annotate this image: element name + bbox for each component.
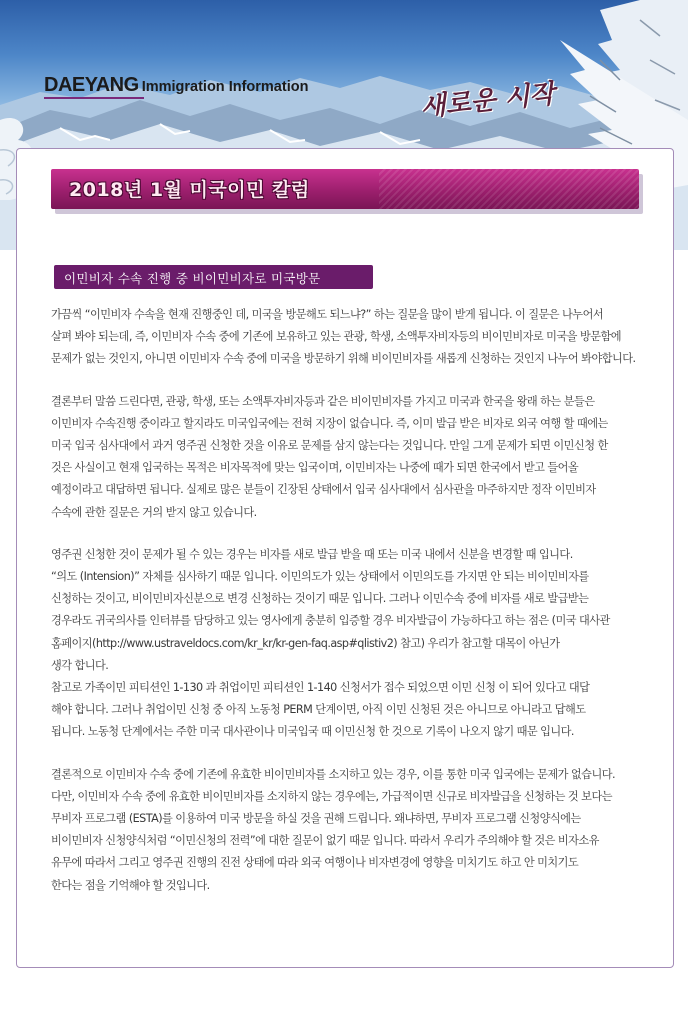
article-title: 2018년 1월 미국이민 칼럼 — [69, 179, 310, 201]
text-line: 홈페이지(http://www.ustraveldocs.com/kr_kr/kr-gen-faq.asp#qlistiv2) 참고) 우리가 참고할 대목이 아닌가 — [51, 636, 560, 650]
text-line: 유무에 따라서 그리고 영주권 진행의 진전 상태에 따라 외국 여행이나 비자변경에 영향을 미치기도 하고 안 미치기도 — [51, 856, 579, 870]
text-line: 해야 합니다. 그러나 취업이민 신청 중 아직 노동청 PERM 단계이면, 아직 이민 신청된 것은 아니므로 아니라고 답해도 — [51, 703, 586, 717]
title-bar-stripes — [379, 169, 639, 209]
text-line: 미국 입국 심사대에서 과거 영주권 신청한 것을 이유로 문제를 삼지 않는다는 것입니다. 만일 그게 문제가 되면 이민신청 한 — [51, 439, 608, 453]
slogan-calligraphy: 새로운 시작 — [419, 79, 557, 123]
text-line: 신청하는 것이고, 비이민비자신분으로 변경 신청하는 것이기 때문 입니다. 그러나 이민수속 중에 비자를 새로 발급받는 — [51, 592, 589, 606]
text-line: 결론부터 말씀 드린다면, 관광, 학생, 또는 소액투자비자등과 같은 비이민비자를 가지고 미국과 한국을 왕래 하는 분들은 — [51, 394, 595, 408]
content-panel — [16, 148, 674, 968]
text-line: 참고로 가족이민 피티션인 1-130 과 취업이민 피티션인 1-140 신청서가 접수 되었으면 이민 신청 이 되어 있다고 대답 — [51, 681, 590, 695]
text-line: 영주권 신청한 것이 문제가 될 수 있는 경우는 비자를 새로 발급 받을 때 또는 미국 내에서 신분을 변경할 때 입니다. — [51, 547, 573, 561]
article-subtitle: 이민비자 수속 진행 중 비이민비자로 미국방문 — [64, 271, 321, 286]
text-line: 이민비자 수속진행 중이라고 할지라도 미국입국에는 전혀 지장이 없습니다. 즉, 이미 발급 받은 비자로 외국 여행 할 때에는 — [51, 416, 608, 430]
text-line: 문제가 없는 것인지, 아니면 이민비자 수속 중에 미국을 방문하기 위해 비이민비자를 새롭게 신청하는 것인지 나누어 봐야합니다. — [51, 352, 636, 366]
text-line: 비이민비자 신청양식처럼 “이민신청의 전력”에 대한 질문이 없기 때문 입니다. 따라서 우리가 주의해야 할 것은 비자소유 — [51, 834, 599, 848]
text-line: 예정이라고 대답하면 됩니다. 실제로 많은 분들이 긴장된 상태에서 입국 심사대에서 심사관을 마주하지만 정작 이민비자 — [51, 483, 596, 497]
paragraph-2 — [51, 391, 641, 524]
paragraph-3 — [51, 544, 641, 744]
text-line: 한다는 점을 기억해야 할 것입니다. — [51, 878, 210, 892]
text-line: 가끔씩 “이민비자 수속을 현재 진행중인 데, 미국을 방문해도 되느냐?” 하는 질문을 많이 받게 됩니다. 이 질문은 나누어서 — [51, 308, 604, 321]
text-line: “의도 (Intension)” 자체를 심사하기 때문 입니다. 이민의도가 있는 상태에서 이민의도를 가지면 안 되는 비이민비자를 — [51, 570, 589, 584]
article-title-bar — [51, 169, 639, 209]
brand-underline — [44, 97, 144, 99]
text-line: 생각 합니다. — [51, 658, 109, 672]
text-line: 살펴 봐야 되는데, 즉, 이민비자 수속 중에 기존에 보유하고 있는 관광, 학생, 소액투자비자등의 비이민비자로 미국을 방문함에 — [51, 330, 621, 344]
brand-main-text: DAEYANG — [44, 74, 139, 96]
text-line: 무비자 프로그램 (ESTA)를 이용하여 미국 방문을 하실 것을 권해 드립니다. 왜냐하면, 무비자 프로그램 신청양식에는 — [51, 812, 581, 826]
brand-logo — [44, 74, 308, 97]
text-line: 됩니다. 노동청 단계에서는 주한 미국 대사관이나 미국입국 때 이민신청 한 것으로 기록이 나오지 않기 때문 입니다. — [51, 725, 574, 739]
text-line: 결론적으로 이민비자 수속 중에 기존에 유효한 비이민비자를 소지하고 있는 경우, 이를 통한 미국 입국에는 문제가 없습니다. — [51, 767, 615, 781]
text-line: 수속에 관한 질문은 거의 받지 않고 있습니다. — [51, 505, 257, 519]
article-subtitle-bar — [54, 265, 373, 289]
article-body — [51, 304, 641, 897]
brand-sub-text: Immigration Information — [141, 79, 309, 95]
text-line: 것은 사실이고 현재 입국하는 목적은 비자목적에 맞는 입국이며, 이민비자는 나중에 때가 되면 한국에서 받고 들어올 — [51, 461, 579, 475]
paragraph-1 — [51, 304, 641, 371]
text-line: 다만, 이민비자 수속 중에 유효한 비이민비자를 소지하지 않는 경우에는, 가급적이면 신규로 비자발급을 신청하는 것 보다는 — [51, 789, 612, 803]
paragraph-4 — [51, 764, 641, 897]
text-line: 경우라도 귀국의사를 인터뷰를 담당하고 있는 영사에게 충분히 입증할 경우 비자발급이 가능하다고 하는 점은 (미국 대사관 — [51, 614, 610, 628]
